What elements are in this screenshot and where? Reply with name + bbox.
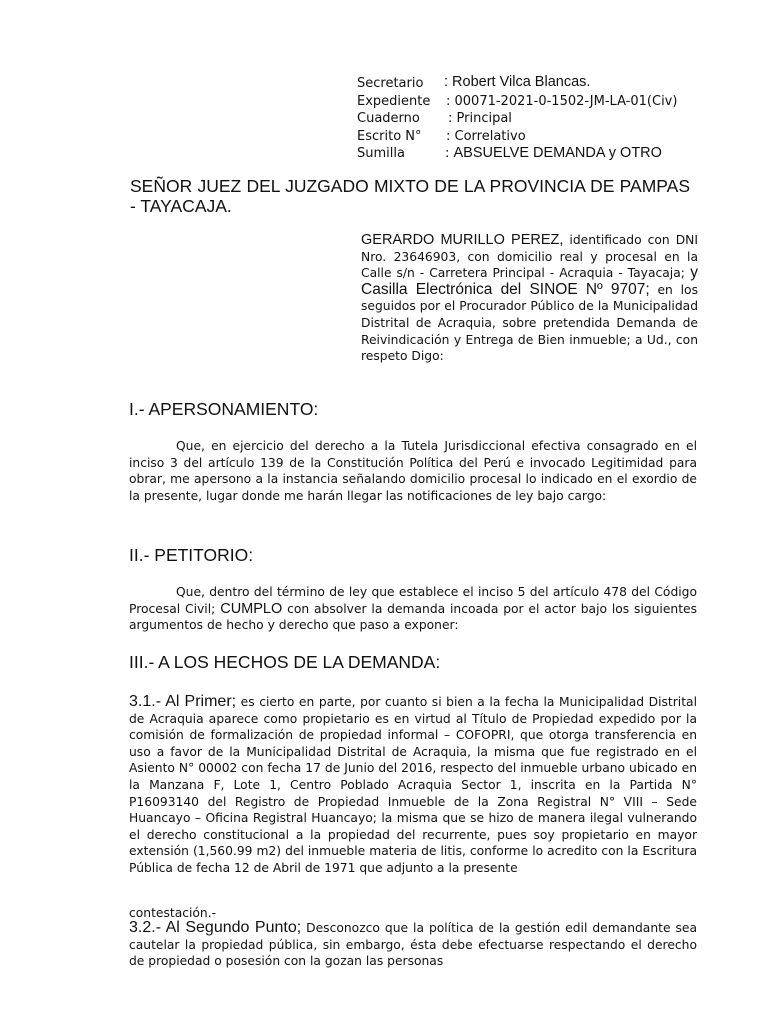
cumplo-word: CUMPLO <box>215 600 283 617</box>
point-3-2-text: Desconozco que la política de la gestión edil demandante sea cautelar la propiedad pública, sin embargo, ésta debe efectuarse respectando el derecho de propiedad o posesión con la gozan las personas <box>129 921 697 969</box>
sinoe-casilla: y Casilla Electrónica del SINOE Nº 9707; <box>361 264 699 298</box>
point-3-1-paragraph <box>129 694 697 877</box>
escrito-label: Escrito N° <box>357 128 422 144</box>
sumilla-value-wrap <box>445 145 662 163</box>
expediente-row <box>357 93 737 111</box>
escrito-value: : Correlativo <box>446 128 526 144</box>
petitorio-paragraph <box>129 584 697 634</box>
point-3-1-text: es cierto en parte, por cuanto si bien a la fecha la Municipalidad Distrital de Acraquia aparece como propietario es en virtud al Título de Propiedad expedido por la comisión de formalización de propiedad informal – COFOPRI, que otorga transferencia en uso a favor de la Municipalidad Distrital de Acraquia, la misma que fue registrado en el Asiento N° 00002 con fecha 17 de Junio del 2016, respecto del inmueble urbano ubicado en la Manzana F, Lote 1, Centro Poblado Acraquia Sector 1, inscrita en la Partida N° P16093140 del Registro de Propiedad Inmueble de la Zona Registral N° VIII – Sede Huancayo – Oficina Registral Huancayo; la misma que se hizo de manera ilegal vulnerando el derecho constitucional a la propiedad del recurrente, pues soy propietario en mayor extensión (1,560.99 m2) del inmueble materia de litis, conforme lo acredito con la Escritura Pública de fecha 12 de Abril de 1971 que adjunto a la presente <box>129 695 697 875</box>
sumilla-prefix: : <box>445 146 454 161</box>
sumilla-label: Sumilla <box>357 146 405 161</box>
point-3-1-lead: 3.1.- Al Primer; <box>129 693 237 710</box>
expediente-value: : 00071-2021-0-1502-JM-LA-01(Civ) <box>446 93 678 109</box>
sumilla-value: ABSUELVE DEMANDA y OTRO <box>453 145 662 161</box>
cuaderno-row <box>357 110 737 128</box>
expediente-label: Expediente <box>357 93 431 109</box>
petitorio-text-a: Que, dentro del término de ley que establece el inciso 5 del artículo 478 del Código Procesal Civil; <box>129 585 697 616</box>
apersonamiento-text: Que, en ejercicio del derecho a la Tutela Jurisdiccional efectiva consagrado en el inciso 3 del artículo 139 de la Constitución Política del Perú e invocado Legitimidad para obrar, me apersono a la instancia señalando domicilio procesal lo indicado en el exordio de la presente, lugar donde me harán llegar las notificaciones de ley bajo cargo: <box>129 439 697 503</box>
secretario-label: Secretario <box>357 76 424 91</box>
intro-text-1: identificado con DNI Nro. 23646903, con domicilio real y procesal en la Calle s/n - Carretera Principal - Acraquia - Tayacaja; <box>361 233 698 281</box>
intro-text-2: en los seguidos por el Procurador Público de la Municipalidad Distrital de Acraquia, sobre pretendida Demanda de Reivindicación y Entrega de Bien inmueble; a Ud., con respeto Digo: <box>361 282 698 364</box>
point-3-2-lead: 3.2.- Al Segundo Punto; <box>129 919 302 936</box>
sumilla-row <box>357 145 737 163</box>
section-heading-petitorio: II.- PETITORIO: <box>129 545 254 565</box>
secretario-value: : Robert Vilca Blancas. <box>444 74 591 90</box>
judge-address: SEÑOR JUEZ DEL JUZGADO MIXTO DE LA PROVINCIA DE PAMPAS - TAYACAJA. <box>130 176 690 216</box>
case-header <box>357 75 737 163</box>
escrito-row <box>357 128 737 146</box>
cuaderno-value: : Principal <box>448 111 512 126</box>
section-heading-hechos: III.- A LOS HECHOS DE LA DEMANDA: <box>129 652 441 672</box>
apersonamiento-paragraph <box>129 438 697 504</box>
petitorio-text-b: con absolver la demanda incoada por el actor bajo los siguientes argumentos de hecho y derecho que paso a exponer: <box>129 601 698 633</box>
plaintiff-name: GERARDO MURILLO PEREZ, <box>361 232 564 248</box>
point-3-1-end: contestación.- <box>129 906 217 920</box>
secretario-row <box>357 75 737 93</box>
intro-paragraph <box>361 232 698 365</box>
cuaderno-label: Cuaderno <box>357 111 420 126</box>
section-heading-apersonamiento: I.- APERSONAMIENTO: <box>129 399 319 419</box>
point-3-2-paragraph <box>129 920 697 970</box>
